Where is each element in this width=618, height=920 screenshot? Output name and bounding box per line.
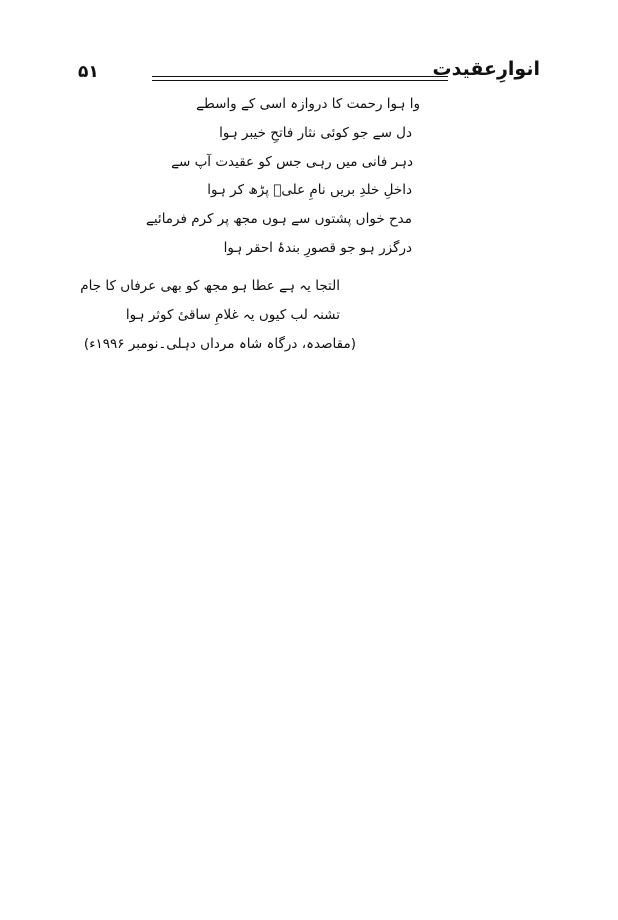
- poem-footnote: (مقاصدہ، درگاہ شاہ مرداں دہلی۔نومبر ۱۹۹۶ء): [83, 336, 356, 352]
- header-rule-bottom: [152, 80, 448, 81]
- header-rule-top: [152, 76, 448, 77]
- page-number: ۵۱: [78, 62, 99, 82]
- verse-line: درگزر ہو جو قصورِ بندۂ احقر ہوا: [223, 240, 412, 256]
- verse-line: داخلِ خلدِ بریں نامِ علیؑ پڑھ کر ہوا: [207, 182, 412, 198]
- verse-line: تشنہ لب کیوں یہ غلامِ ساقیٔ کوثر ہوا: [125, 307, 340, 323]
- verse-line: وا ہوا رحمت کا دروازہ اسی کے واسطے: [196, 96, 420, 112]
- verse-line: مدح خواں پشتوں سے ہوں مجھ پر کرم فرمائیے: [145, 211, 412, 227]
- running-title: انوارِعقیدت: [432, 58, 540, 80]
- verse-line: دہر فانی میں رہی جس کو عقیدت آپ سے: [171, 154, 413, 170]
- verse-line: دل سے جو کوئی نثار فاتحِ خیبر ہوا: [219, 125, 412, 141]
- verse-line: التجا یہ ہے عطا ہو مجھ کو بھی عرفاں کا جام: [80, 278, 340, 294]
